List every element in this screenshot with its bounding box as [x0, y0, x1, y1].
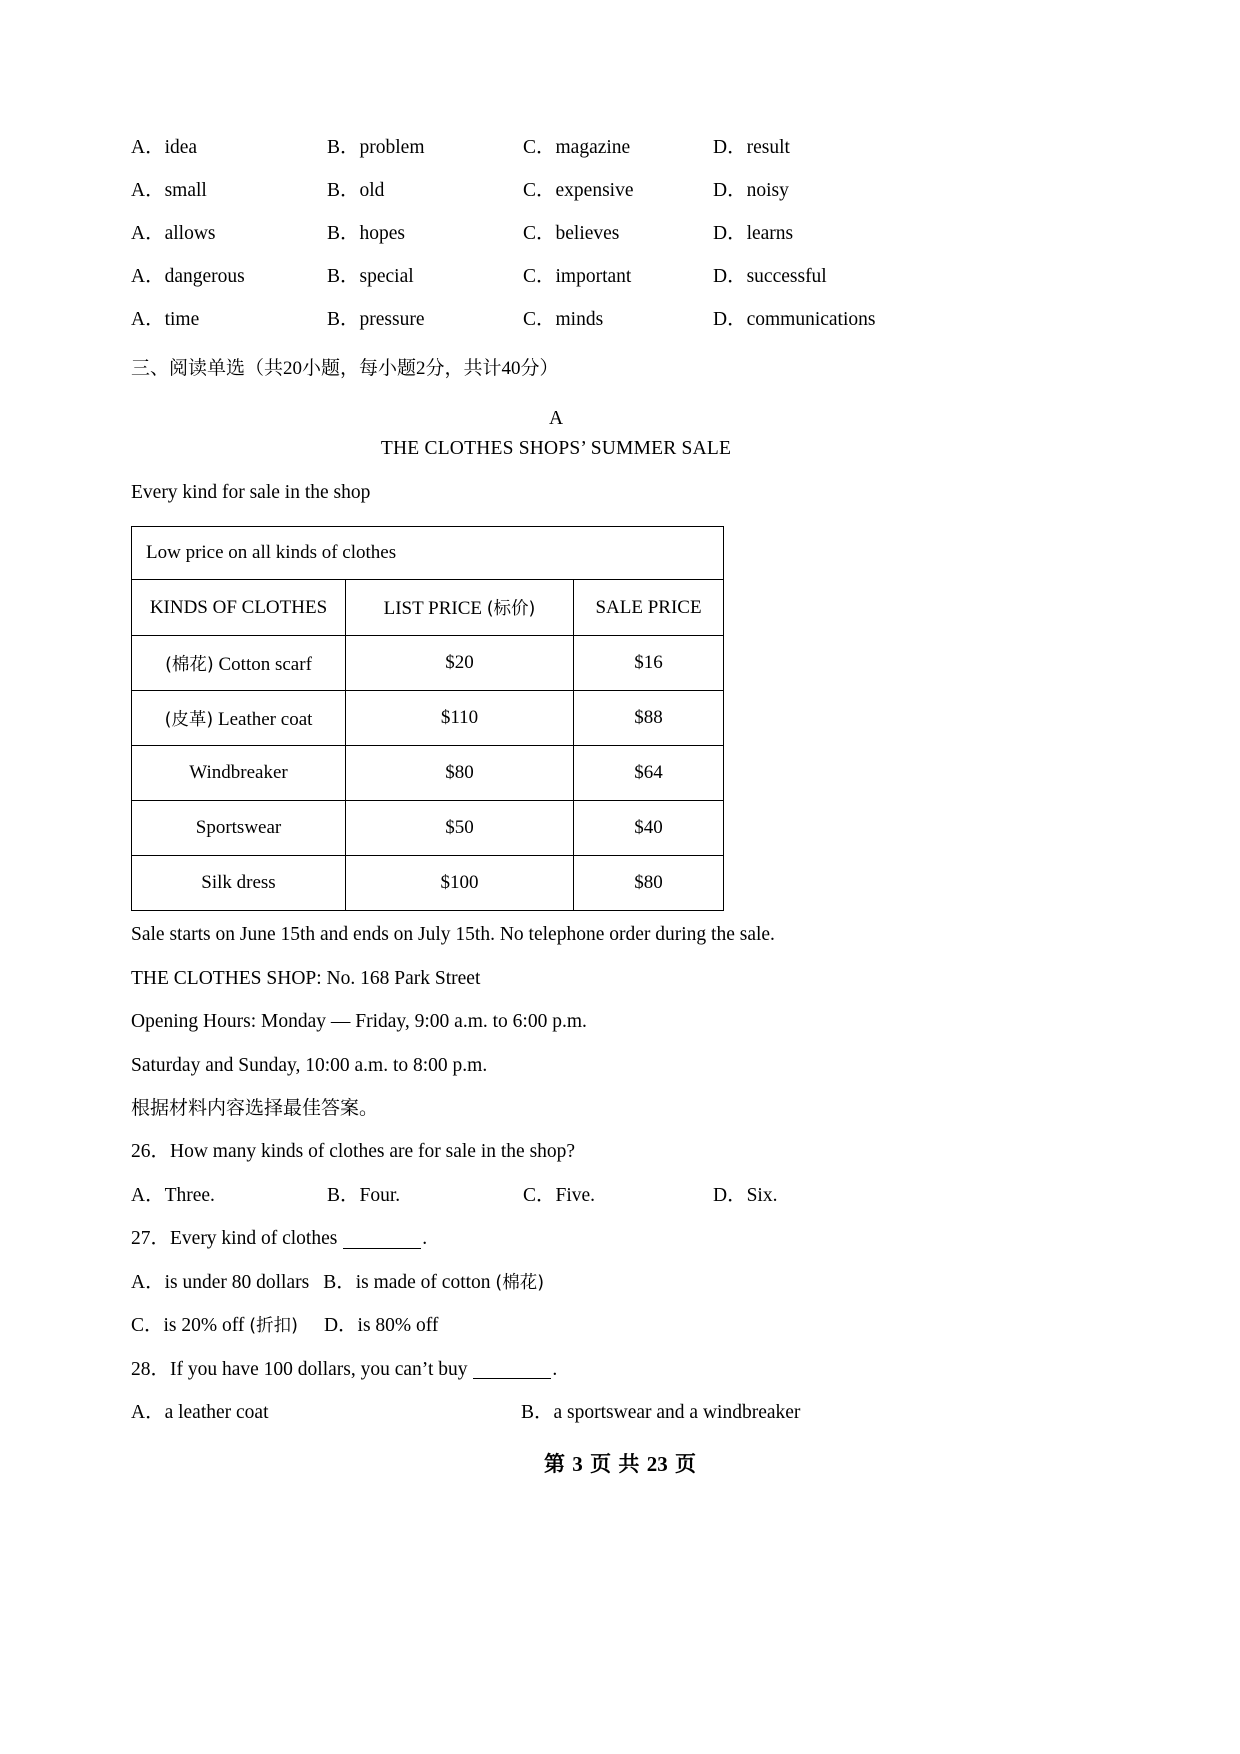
- question-27-stem: [131, 1229, 981, 1249]
- column-header-list-price-en: LIST PRICE: [383, 598, 482, 620]
- cloze-option-b: B．pressure: [327, 309, 425, 330]
- question-26-options: [131, 1186, 981, 1206]
- footer-suffix: 页: [675, 1452, 697, 1476]
- cloze-option-a: A．time: [131, 309, 200, 330]
- note-sale-period: Sale starts on June 15th and ends on July 15th. No telephone order during the sale.: [131, 924, 775, 946]
- cell-list-price: $20: [346, 636, 574, 691]
- cell-kind-cn: (棉花): [165, 654, 214, 675]
- table-row: [132, 801, 724, 856]
- question-27-option-c: C．is 20% off: [131, 1315, 245, 1337]
- cloze-option-d: D．successful: [713, 266, 827, 287]
- cell-kind: Silk dress: [132, 856, 346, 911]
- cloze-option-a: A．allows: [131, 223, 216, 244]
- cloze-row: [131, 224, 981, 244]
- footer-prefix: 第: [543, 1452, 565, 1476]
- cloze-option-b: B．hopes: [327, 223, 406, 244]
- cell-kind: [132, 636, 346, 691]
- cell-sale-price: $80: [574, 856, 724, 911]
- sale-price-table: [131, 526, 724, 911]
- answer-blank: [473, 1364, 551, 1379]
- question-28-option-b: B．a sportswear and a windbreaker: [521, 1402, 801, 1424]
- cloze-option-b: B．old: [327, 180, 385, 201]
- cell-sale-price: $88: [574, 691, 724, 746]
- question-26-option-d: D．Six.: [713, 1184, 778, 1206]
- question-27-stem-text: 27．Every kind of clothes: [131, 1228, 338, 1250]
- cloze-option-b: B．problem: [327, 137, 425, 158]
- cloze-option-b: B．special: [327, 266, 414, 287]
- section-heading-points: （共20小题，每小题2分，共计40分）: [245, 358, 559, 379]
- cloze-option-d: D．result: [713, 137, 790, 158]
- question-26-option-c: C．Five.: [523, 1184, 596, 1206]
- cell-list-price: $50: [346, 801, 574, 856]
- footer-page-number: 3: [572, 1452, 583, 1476]
- question-27-options-row1: [131, 1273, 981, 1293]
- cell-sale-price: $40: [574, 801, 724, 856]
- table-row: [132, 636, 724, 691]
- cloze-option-c: C．expensive: [523, 180, 634, 201]
- passage-intro: Every kind for sale in the shop: [131, 481, 371, 503]
- cloze-option-d: D．communications: [713, 309, 876, 330]
- passage-letter: A: [548, 408, 564, 429]
- instruction-text: 根据材料内容选择最佳答案。: [131, 1097, 379, 1120]
- cloze-row: [131, 310, 981, 330]
- cell-kind: Windbreaker: [132, 746, 346, 801]
- cell-kind-en: Leather coat: [218, 708, 313, 730]
- cloze-option-d: D．learns: [713, 223, 794, 244]
- note-hours-weekend: Saturday and Sunday, 10:00 a.m. to 8:00 p.m.: [131, 1054, 488, 1076]
- question-26-option-a: A．Three.: [131, 1184, 215, 1206]
- cloze-option-c: C．believes: [523, 223, 620, 244]
- question-26-option-b: B．Four.: [327, 1184, 401, 1206]
- column-header-sale-price: SALE PRICE: [574, 580, 724, 636]
- note-hours-weekday: Opening Hours: Monday — Friday, 9:00 a.m. to 6:00 p.m.: [131, 1011, 587, 1033]
- cell-list-price: $110: [346, 691, 574, 746]
- question-28-stem: [131, 1360, 981, 1380]
- cloze-option-a: A．dangerous: [131, 266, 245, 287]
- cloze-option-c: C．magazine: [523, 137, 631, 158]
- column-header-list-price-cn: (标价): [486, 599, 536, 620]
- footer-middle: 页 共: [590, 1452, 640, 1476]
- cloze-option-c: C．minds: [523, 309, 604, 330]
- cell-list-price: $100: [346, 856, 574, 911]
- question-27-option-d: D．is 80% off: [323, 1315, 439, 1337]
- table-banner: Low price on all kinds of clothes: [132, 527, 724, 580]
- cloze-row: [131, 181, 981, 201]
- question-27-option-a: A．is under 80 dollars: [131, 1271, 310, 1293]
- table-row: [132, 856, 724, 911]
- cell-kind-cn: (皮革): [164, 709, 214, 730]
- section-heading-title: 三、阅读单选: [131, 357, 246, 379]
- note-address: THE CLOTHES SHOP: No. 168 Park Street: [131, 967, 481, 989]
- passage-title: THE CLOTHES SHOPS’ SUMMER SALE: [380, 438, 732, 460]
- question-28-stem-period: .: [552, 1358, 558, 1380]
- answer-blank: [343, 1234, 421, 1249]
- cell-sale-price: $16: [574, 636, 724, 691]
- question-28-stem-text: 28．If you have 100 dollars, you can’t buy: [131, 1358, 468, 1380]
- question-28-option-a: A．a leather coat: [131, 1402, 269, 1424]
- question-26-stem: 26．How many kinds of clothes are for sale in the shop?: [131, 1141, 576, 1163]
- cloze-option-d: D．noisy: [713, 180, 789, 201]
- column-header-list-price: [346, 580, 574, 636]
- cloze-option-a: A．small: [131, 180, 207, 201]
- cell-kind-en: Cotton scarf: [218, 653, 312, 675]
- table-header-row: [132, 580, 724, 636]
- page-content: [131, 138, 981, 1447]
- question-28-options: [131, 1403, 981, 1423]
- column-header-kind: KINDS OF CLOTHES: [132, 580, 346, 636]
- page-footer: [0, 1448, 1240, 1478]
- cloze-option-a: A．idea: [131, 137, 198, 158]
- cell-kind: Sportswear: [132, 801, 346, 856]
- footer-total-pages: 23: [646, 1452, 668, 1476]
- cloze-row: [131, 267, 981, 287]
- question-27-options-row2: [131, 1316, 981, 1336]
- question-27-option-c-cn: (折扣): [249, 1316, 298, 1337]
- cloze-option-c: C．important: [523, 266, 632, 287]
- table-banner-row: [132, 527, 724, 580]
- table-row: [132, 691, 724, 746]
- cell-list-price: $80: [346, 746, 574, 801]
- question-27-stem-period: .: [422, 1228, 428, 1250]
- question-27-option-b-cn: (棉花): [495, 1272, 545, 1293]
- cell-kind: [132, 691, 346, 746]
- table-row: [132, 746, 724, 801]
- cloze-row: [131, 138, 981, 158]
- cell-sale-price: $64: [574, 746, 724, 801]
- section-heading: [131, 353, 981, 380]
- question-27-option-b: B．is made of cotton: [323, 1271, 491, 1293]
